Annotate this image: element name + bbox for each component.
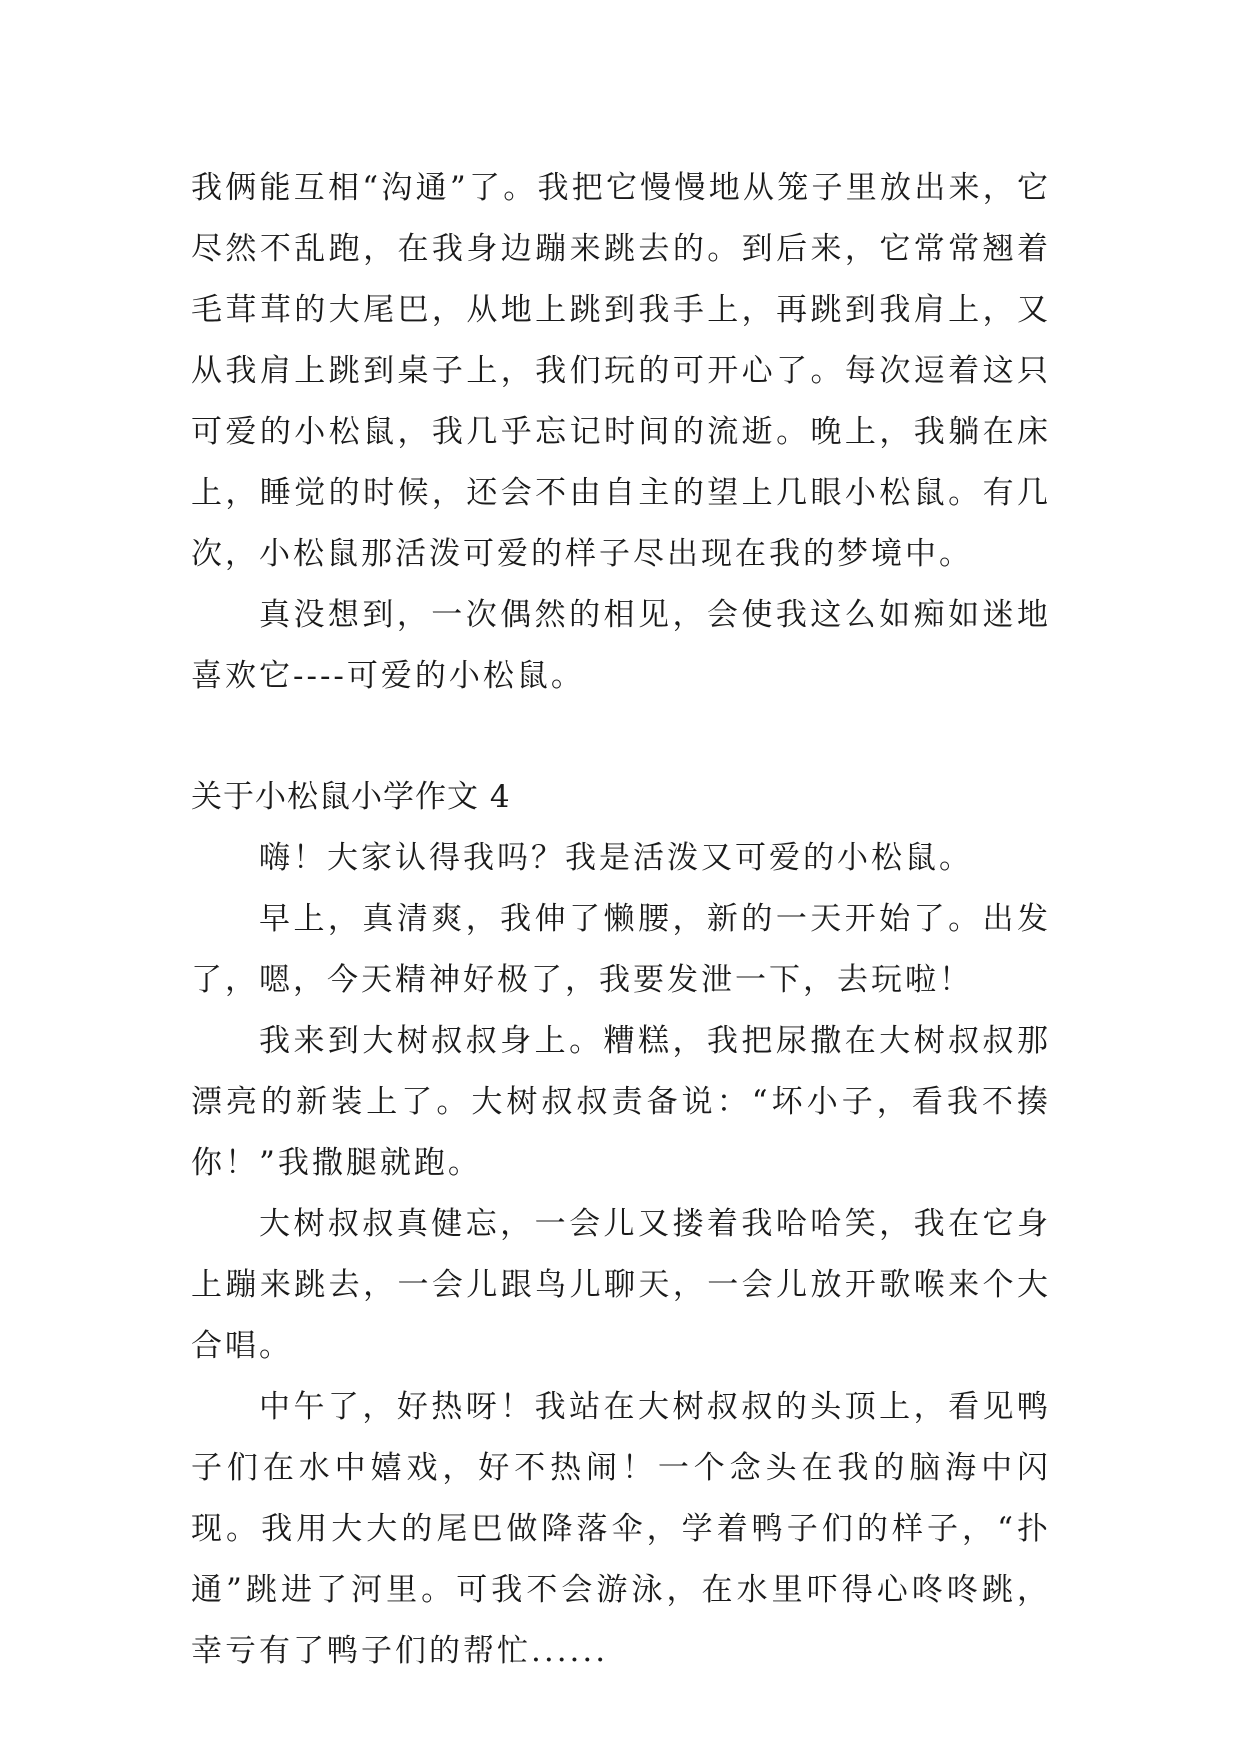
paragraph-continued: 我俩能互相“沟通”了。我把它慢慢地从笼子里放出来，它尽然不乱跑，在我身边蹦来跳去的。到后来，它常常翘着毛茸茸的大尾巴，从地上跳到我手上，再跳到我肩上，又从我肩上跳到桌子上，我们玩的可开心了。每次逗着这只可爱的小松鼠，我几乎忘记时间的流逝。晚上，我躺在床上，睡觉的时候，还会不由自主的望上几眼小松鼠。有几次，小松鼠那活泼可爱的样子尽出现在我的梦境中。 [191,170,1051,572]
section-title: 关于小松鼠小学作文 4 [191,779,511,815]
paragraph: 大树叔叔真健忘，一会儿又搂着我哈哈笑，我在它身上蹦来跳去，一会儿跟鸟儿聊天，一会儿放开歌喉来个大合唱。 [191,1206,1051,1364]
paragraph: 中午了，好热呀！我站在大树叔叔的头顶上，看见鸭子们在水中嬉戏，好不热闹！一个念头在我的脑海中闪现。我用大大的尾巴做降落伞，学着鸭子们的样子，“扑通”跳进了河里。可我不会游泳，在水里吓得心咚咚跳，幸亏有了鸭子们的帮忙...... [191,1389,1051,1669]
paragraph: 嗨！大家认得我吗？我是活泼又可爱的小松鼠。 [259,840,973,876]
document-body [191,158,1051,1682]
paragraph: 真没想到，一次偶然的相见，会使我这么如痴如迷地喜欢它----可爱的小松鼠。 [191,597,1051,694]
paragraph: 早上，真清爽，我伸了懒腰，新的一天开始了。出发了，嗯，今天精神好极了，我要发泄一下，去玩啦！ [191,901,1051,998]
paragraph: 我来到大树叔叔身上。糟糕，我把尿撒在大树叔叔那漂亮的新装上了。大树叔叔责备说：“坏小子，看我不揍你！”我撒腿就跑。 [191,1023,1051,1181]
